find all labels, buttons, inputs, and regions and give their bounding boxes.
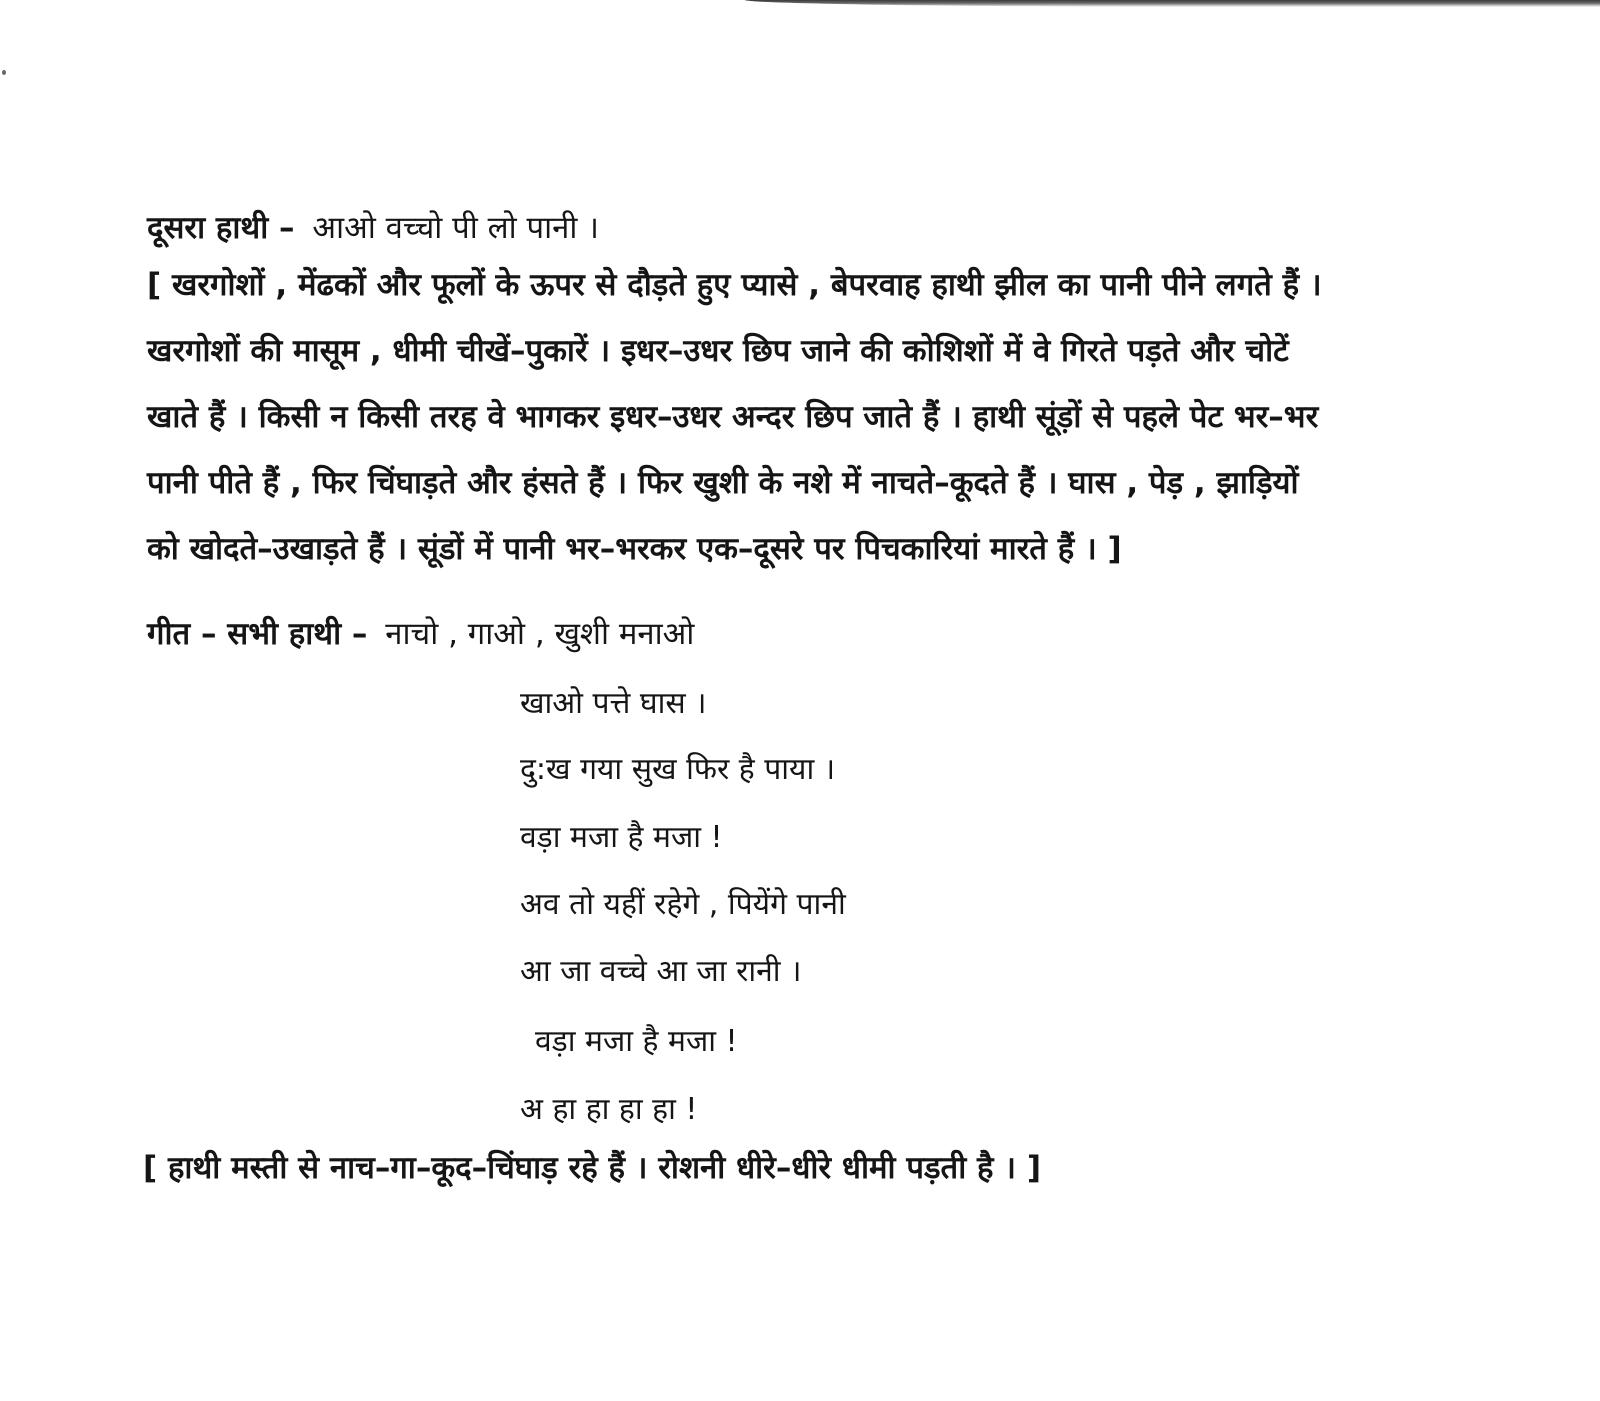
page-top-edge-shadow	[745, 0, 1600, 7]
stage-direction-line: को खोदते–उखाड़ते हैं । सूंडों में पानी भर–भरकर एक–दूसरे पर पिचकारियां मारते हैं । ]	[147, 531, 1122, 567]
song-first-line: नाचो , गाओ , खुशी मनाओ	[385, 616, 695, 652]
song-line: खाओ पत्ते घास ।	[520, 686, 707, 721]
song-line: आ जा वच्चे आ जा रानी ।	[520, 954, 802, 989]
stage-direction-line: खरगोशों की मासूम , धीमी चीखें–पुकारें । इधर–उधर छिप जाने की कोशिशों में वे गिरते पड़ते और चोटें	[147, 333, 1289, 369]
stage-direction-paragraph	[147, 252, 1547, 582]
scan-speck	[2, 70, 6, 75]
stage-direction-line: [ खरगोशों , मेंढकों और फूलों के ऊपर से दौड़ते हुए प्यासे , बेपरवाह हाथी झील का पानी पीने लगते हैं ।	[147, 267, 1322, 303]
stage-direction-line: पानी पीते हैं , फिर चिंघाड़ते और हंसते हैं । फिर खुशी के नशे में नाचते–कूदते हैं । घास , पेड़ , झाड़ियों	[147, 465, 1299, 501]
dialogue-text: आओ वच्चो पी लो पानी ।	[312, 210, 600, 246]
song-line: अ हा हा हा हा !	[520, 1092, 698, 1127]
song-line: वड़ा मजा है मजा !	[535, 1024, 738, 1059]
song-speaker: गीत – सभी हाथी –	[147, 616, 368, 652]
song-line: वड़ा मजा है मजा !	[520, 820, 723, 855]
stage-direction-line: खाते हैं । किसी न किसी तरह वे भागकर इधर–उधर अन्दर छिप जाते हैं । हाथी सूंड़ों से पहले पेट भर–भर	[147, 399, 1319, 435]
stage-direction-closing: [ हाथी मस्ती से नाच–गा–कूद–चिंघाड़ रहे हैं । रोशनी धीरे–धीरे धीमी पड़ती है । ]	[143, 1150, 1042, 1186]
song-line: अव तो यहीं रहेगे , पियेंगे पानी	[520, 887, 846, 922]
dialogue-speaker: दूसरा हाथी –	[147, 210, 295, 246]
song-heading-line	[147, 614, 694, 654]
song-line: दु:ख गया सुख फिर है पाया ।	[520, 752, 836, 787]
dialogue-line	[147, 208, 599, 248]
